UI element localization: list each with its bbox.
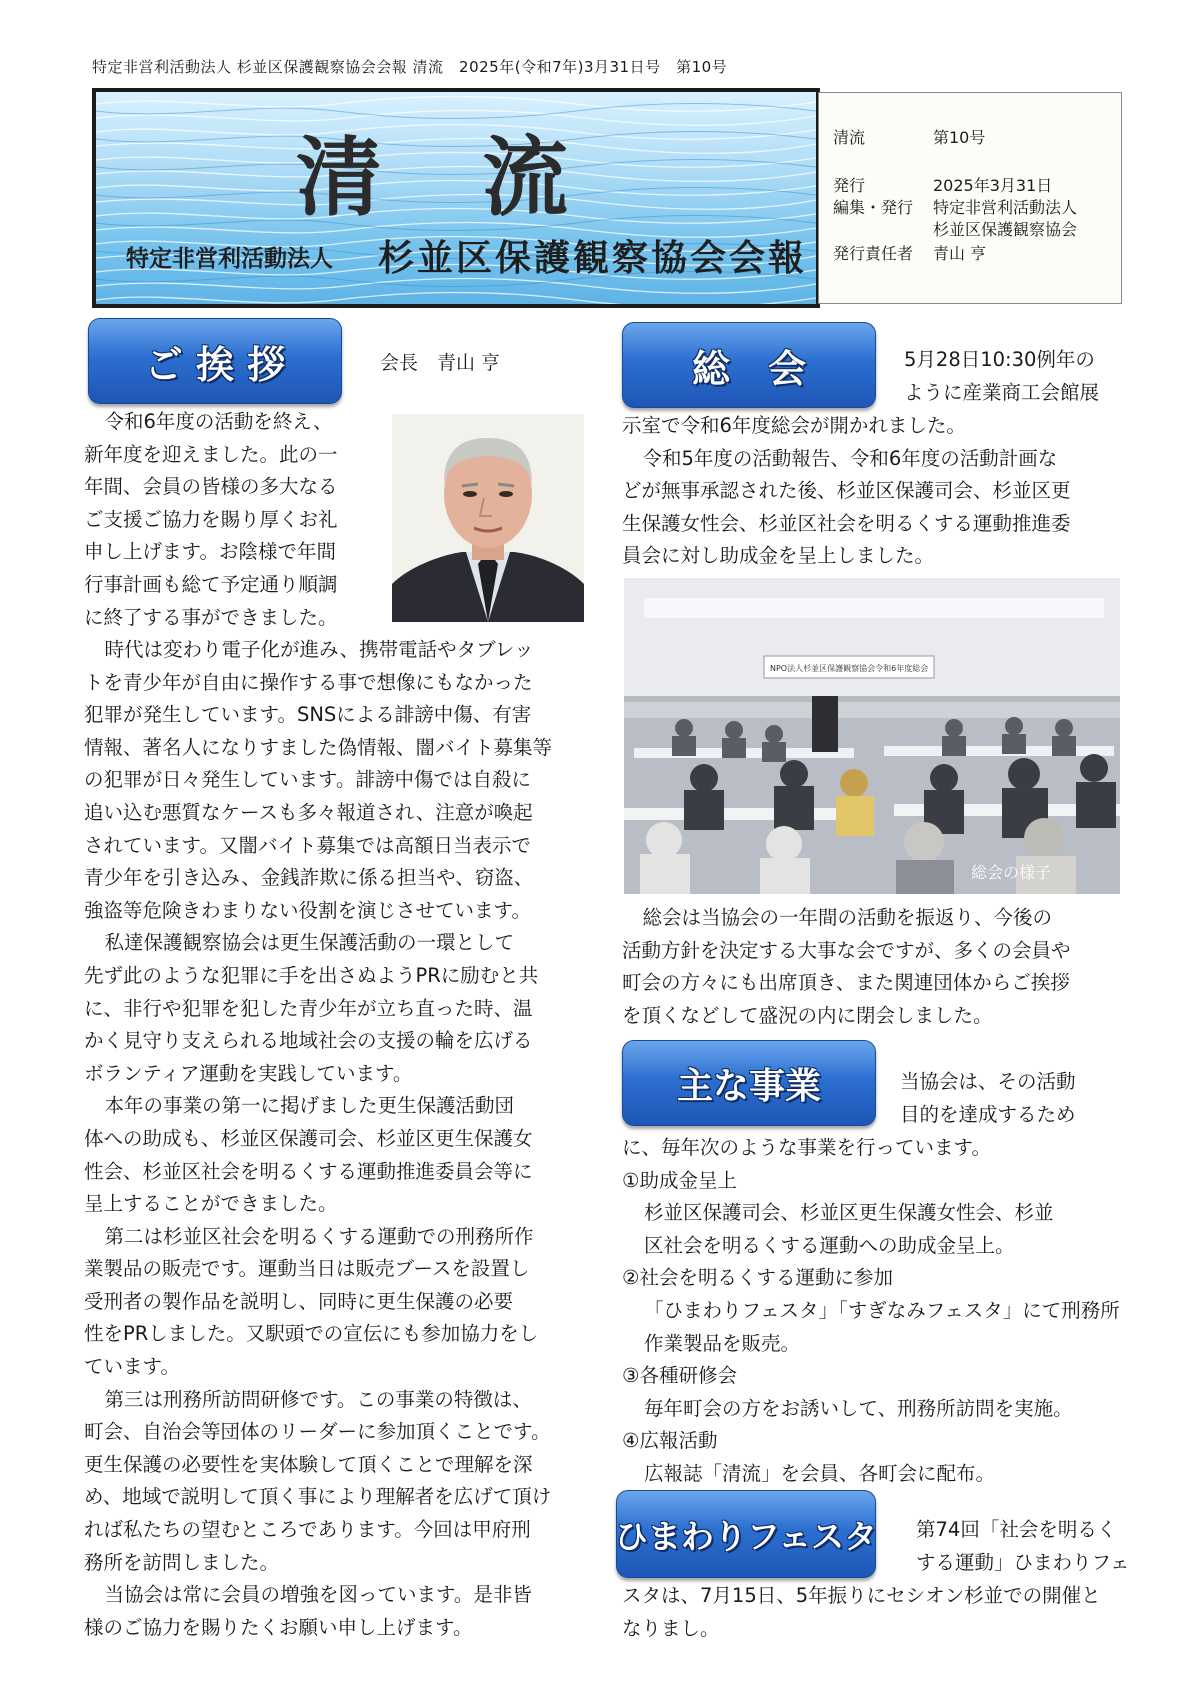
info-name-label: 清流 — [833, 128, 866, 147]
general-meeting-after-line: 町会の方々にも出席頂き、また関連団体からご挨拶 — [622, 971, 1070, 995]
photo-caption: 総会の様子 — [971, 863, 1052, 882]
greeting-line: 更生保護の必要性を実体験して頂くことで理解を深 — [84, 1452, 533, 1476]
greeting-line: 犯罪が発生しています。SNSによる誹謗中傷、有害 — [84, 703, 532, 727]
general-meeting-after — [622, 902, 1122, 1032]
greeting-line: 性をPRしました。又駅頭での宣伝にも参加協力をし — [84, 1322, 539, 1346]
main-projects-intro-line: 当協会は、その活動 — [900, 1070, 1076, 1093]
main-projects-body — [622, 1132, 1122, 1491]
greeting-short-line: 令和6年度の活動を終え、 — [104, 410, 333, 433]
masthead-line: 特定非営利活動法人 杉並区保護観察協会会報 清流 2025年(令和7年)3月31日号 第10号 — [92, 58, 728, 76]
info-responsible-label: 発行責任者 — [833, 244, 914, 263]
greeting-line: トを青少年が自由に操作する事で想像にもなかった — [84, 670, 533, 694]
greeting-line: ています。 — [84, 1355, 180, 1379]
project-item-text: 作業製品を販売。 — [644, 1331, 801, 1355]
general-meeting-body — [622, 410, 1122, 573]
greeting-line: されています。又闇バイト募集では高額日当表示で — [84, 833, 531, 857]
himawari-body — [622, 1580, 1122, 1645]
greeting-heading: ご 挨 拶 — [88, 318, 342, 404]
greeting-short-line: 行事計画も総て予定通り順調 — [84, 572, 338, 596]
info-editor-line1: 特定非営利活動法人 — [933, 198, 1078, 217]
general-meeting-line: 令和5年度の活動報告、令和6年度の活動計画な — [642, 446, 1058, 470]
project-item-text: 「ひまわりフェスタ」「すぎなみフェスタ」にて刑務所 — [644, 1298, 1120, 1322]
greeting-line: 務所を訪問しました。 — [84, 1550, 280, 1574]
greeting-line: 町会、自治会等団体のリーダーに参加頂くことです。 — [84, 1420, 551, 1444]
greeting-line: れば私たちの望むところであります。今回は甲府刑 — [84, 1518, 531, 1542]
newsletter-title: 清流 — [296, 127, 668, 228]
info-responsible-name: 青山 亨 — [933, 244, 987, 263]
greeting-short-line: に終了する事ができました。 — [84, 605, 338, 629]
himawari-line: なりまし。 — [622, 1616, 720, 1640]
greeting-line: 先ず此のような犯罪に手を出さぬようPRに励むと共 — [84, 963, 539, 987]
project-item-text: 区社会を明るくする運動への助成金呈上。 — [644, 1233, 1015, 1257]
chairman-portrait — [392, 414, 584, 622]
general-meeting-line: どが無事承認された後、杉並区保護司会、杉並区更 — [622, 479, 1071, 503]
greeting-line: 呈上することができました。 — [84, 1192, 338, 1216]
main-projects-intro — [900, 1066, 1076, 1131]
greeting-intro — [84, 406, 384, 634]
greeting-body — [84, 634, 604, 1644]
info-issued-date: 2025年3月31日 — [933, 176, 1053, 195]
project-item-text: 毎年町会の方をお誘いして、刑務所訪問を実施。 — [644, 1396, 1073, 1420]
himawari-intro-line: 第74回「社会を明るく — [916, 1518, 1117, 1541]
greeting-short-line: 年間、会員の皆様の多大なる — [84, 475, 338, 499]
project-item-title: ④広報活動 — [622, 1429, 718, 1453]
greeting-line: 時代は変わり電子化が進み、携帯電話やタブレッ — [104, 638, 534, 661]
greeting-short-line: 申し上げます。お陰様で年間 — [84, 540, 336, 564]
greeting-line: 情報、著名人になりすました偽情報、闇バイト募集等 — [84, 735, 553, 759]
org-type: 特定非営利活動法人 — [126, 245, 333, 272]
greeting-author: 会長 青山 亨 — [380, 352, 501, 374]
greeting-line: 受刑者の製作品を説明し、同時に更生保護の必要 — [84, 1289, 514, 1313]
himawari-intro-line: する運動」ひまわりフェ — [916, 1550, 1130, 1574]
greeting-line: 青少年を引き込み、金銭詐欺に係る担当や、窃盗、 — [84, 866, 534, 890]
general-meeting-intro-line: 5月28日10:30例年の — [904, 348, 1095, 371]
greeting-line: かく見守り支えられる地域社会の支援の輪を広げる — [84, 1029, 533, 1053]
info-editor-line2: 杉並区保護観察協会 — [933, 220, 1078, 239]
greeting-line: 第三は刑務所訪問研修です。この事業の特徴は、 — [104, 1387, 532, 1411]
main-projects-intro-line: 目的を達成するため — [900, 1102, 1076, 1126]
general-meeting-line: 示室で令和6年度総会が開かれました。 — [622, 414, 966, 437]
general-meeting-line: 員会に対し助成金を呈上しました。 — [622, 544, 935, 568]
general-meeting-after-line: 総会は当協会の一年間の活動を振返り、今後の — [642, 906, 1052, 929]
general-meeting-photo — [624, 578, 1120, 894]
general-meeting-heading: 総 会 — [622, 322, 876, 408]
project-item-title: ③各種研修会 — [622, 1364, 737, 1388]
main-projects-line: に、毎年次のような事業を行っています。 — [622, 1136, 991, 1159]
greeting-line: 様のご協力を賜りたくお願い申し上げます。 — [84, 1615, 473, 1639]
greeting-line: め、地域で説明して頂く事により理解者を広げて頂け — [84, 1485, 552, 1509]
info-issued-label: 発行 — [833, 176, 866, 195]
greeting-short-line: 新年度を迎えました。此の一 — [84, 442, 338, 466]
greeting-line: 性会、杉並区社会を明るくする運動推進委員会等に — [84, 1159, 533, 1183]
greeting-line: 私達保護観察協会は更生保護活動の一環として — [104, 931, 514, 955]
greeting-line: 強盗等危険きわまりない役割を演じさせています。 — [84, 898, 531, 922]
greeting-line: 本年の事業の第一に掲げました更生保護活動団 — [104, 1094, 514, 1118]
greeting-line: に、非行や犯罪を犯した青少年が立ち直った時、温 — [84, 996, 533, 1020]
main-projects-heading: 主な事業 — [622, 1040, 876, 1126]
greeting-line: 業製品の販売です。運動当日は販売ブースを設置し — [84, 1257, 530, 1281]
photo-banner-text: NPO法人杉並区保護観察協会令和6年度総会 — [770, 664, 929, 673]
greeting-line: 追い込む悪質なケースも多々報道され、注意が喚起 — [84, 800, 533, 824]
issue-info-box — [818, 92, 1122, 304]
project-item-text: 杉並区保護司会、杉並区更生保護女性会、杉並 — [644, 1201, 1054, 1225]
greeting-line: 体への助成も、杉並区保護司会、杉並区更生保護女 — [84, 1126, 533, 1150]
greeting-short-line: ご支援ご協力を賜り厚くお礼 — [84, 507, 338, 531]
himawari-heading: ひまわりフェスタ — [616, 1490, 876, 1578]
general-meeting-after-line: を頂くなどして盛況の内に閉会しました。 — [622, 1003, 993, 1027]
general-meeting-line: 生保護女性会、杉並区社会を明るくする運動推進委 — [622, 511, 1071, 535]
general-meeting-after-line: 活動方針を決定する大事な会ですが、多くの会員や — [622, 938, 1071, 962]
greeting-line: 第二は杉並区社会を明るくする運動での刑務所作 — [104, 1224, 534, 1248]
project-item-title: ②社会を明るくする運動に参加 — [622, 1266, 893, 1290]
info-issue: 第10号 — [933, 128, 986, 147]
greeting-line: の犯罪が日々発生しています。誹謗中傷では自殺に — [84, 768, 531, 792]
general-meeting-intro — [904, 344, 1099, 409]
newsletter-name: 杉並区保護観察協会会報 — [378, 237, 808, 279]
general-meeting-intro-line: ように産業商工会館展 — [904, 380, 1100, 404]
himawari-line: スタは、7月15日、5年振りにセシオン杉並での開催と — [622, 1584, 1101, 1607]
project-item-title: ①助成金呈上 — [622, 1168, 737, 1192]
greeting-line: ボランティア運動を実践しています。 — [84, 1061, 413, 1085]
info-editor-label: 編集・発行 — [833, 198, 914, 217]
project-item-text: 広報誌「清流」を会員、各町会に配布。 — [644, 1461, 996, 1485]
title-banner — [92, 88, 820, 308]
himawari-intro — [916, 1514, 1130, 1579]
greeting-line: 当協会は常に会員の増強を図っています。是非皆 — [104, 1583, 532, 1607]
